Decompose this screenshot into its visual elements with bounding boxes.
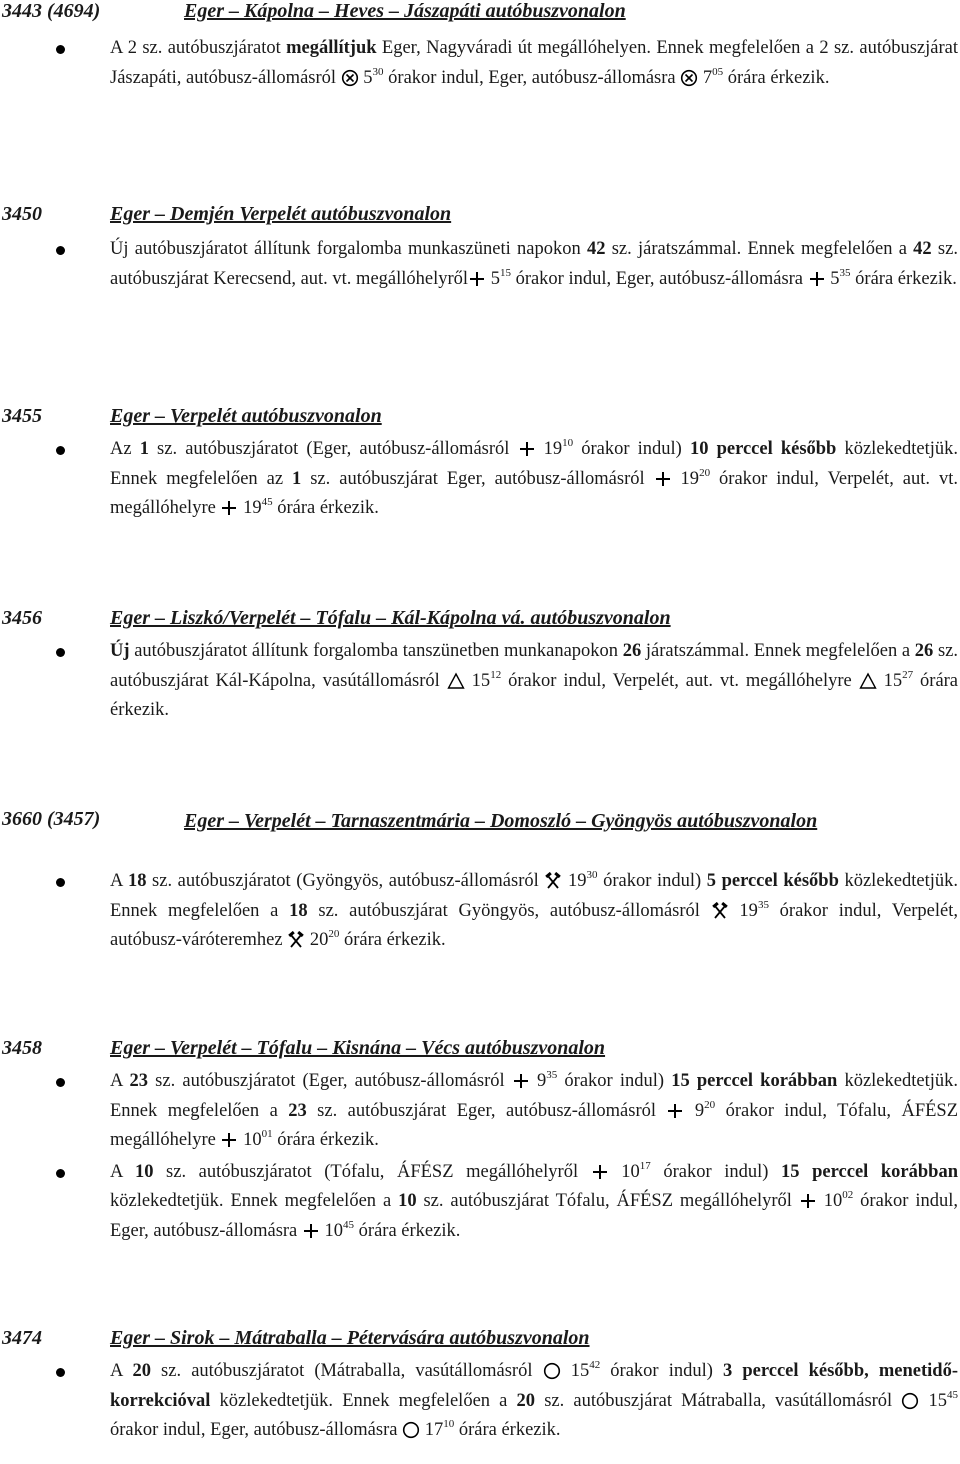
notice-paragraph: Új autóbuszjáratot állítunk forgalomba tanszünetben munkanapokon 26 járatszámmal. Ennek megfelelően a 26 sz. autóbuszjárat Kál-Kápolna, vasútállomásról $15^{12}$ órakor indul, Verpelét, aut. vt. megállóhelyre $15^{27}$ órára érkezik. <box>110 637 958 726</box>
route-title: Eger – Liszkó/Verpelét – Tófalu – Kál-Kápolna vá. autóbuszvonalon <box>110 607 671 629</box>
section-heading <box>0 808 960 864</box>
section-3456 <box>0 607 960 726</box>
section-heading <box>0 0 960 26</box>
route-title: Eger – Verpelét autóbuszvonalon <box>110 405 382 427</box>
crossed-hammers-icon <box>711 902 729 918</box>
circled-x-icon <box>680 69 698 85</box>
section-3443 <box>0 0 960 93</box>
section-heading <box>0 203 960 229</box>
route-number: 3474 <box>2 1327 42 1349</box>
circle-icon <box>543 1362 561 1378</box>
route-title: Eger – Verpelét – Tófalu – Kisnána – Vécs autóbuszvonalon <box>110 1037 606 1059</box>
plus-icon <box>302 1222 320 1238</box>
section-3450 <box>0 203 960 294</box>
circle-icon <box>402 1421 420 1437</box>
notice-paragraph: A 2 sz. autóbuszjáratot megállítjuk Eger, Nagyváradi út megállóhelyen. Ennek megfelelően a 2 sz. autóbuszjárat Jászapáti, autóbusz-állomásról $5^{30}$ órakor indul, Eger, autóbusz-állomásra $7^{05}$ órára érkezik. <box>110 34 958 93</box>
route-number: 3450 <box>2 203 42 225</box>
bullet-icon <box>56 878 65 887</box>
plus-icon <box>799 1192 817 1208</box>
section-heading <box>0 1037 960 1063</box>
bullet-icon <box>56 246 65 255</box>
section-3455 <box>0 405 960 524</box>
route-title: Eger – Sirok – Mátraballa – Pétervására autóbuszvonalon <box>110 1327 590 1349</box>
section-heading <box>0 1327 960 1353</box>
bullet-icon <box>56 446 65 455</box>
notice-paragraph: A 20 sz. autóbuszjáratot (Mátraballa, vasútállomásról $15^{42}$ órakor indul) 3 perccel később, menetidő-korrekcióval közlekedtetjük. Ennek megfelelően a 20 sz. autóbuszjárat Mátraballa, vasútállomásról $15^{45}$ órakor indul, Eger, autóbusz-állomásra $17^{10}$ órára érkezik. <box>110 1357 958 1446</box>
bullet-icon <box>56 1078 65 1087</box>
route-number: 3455 <box>2 405 42 427</box>
plus-icon <box>666 1102 684 1118</box>
route-number: 3456 <box>2 607 42 629</box>
bullet-icon <box>56 45 65 54</box>
plus-icon <box>468 270 486 286</box>
circled-x-icon <box>341 69 359 85</box>
plus-icon <box>220 499 238 515</box>
circle-icon <box>901 1392 919 1408</box>
route-title: Eger – Kápolna – Heves – Jászapáti autóbuszvonalon <box>184 0 626 22</box>
notice-paragraph: A 10 sz. autóbuszjáratot (Tófalu, ÁFÉSZ megállóhelyről $10^{17}$ órakor indul) 15 perccel korábban közlekedtetjük. Ennek megfelelően a 10 sz. autóbuszjárat Tófalu, ÁFÉSZ megállóhelyről $10^{02}$ órakor indul, Eger, autóbusz-állomásra $10^{45}$ órára érkezik. <box>110 1158 958 1247</box>
route-title: Eger – Verpelét – Tarnaszentmária – Domoszló – Gyöngyös autóbuszvonalon <box>184 810 818 832</box>
bullet-icon <box>56 648 65 657</box>
plus-icon <box>512 1072 530 1088</box>
section-heading <box>0 405 960 431</box>
notice-paragraph: Új autóbuszjáratot állítunk forgalomba munkaszüneti napokon 42 sz. járatszámmal. Ennek megfelelően a 42 sz. autóbuszjárat Kerecsend, aut. vt. megállóhelyről $5^{15}$ órakor indul, Eger, autóbusz-állomásra $5^{35}$ órára érkezik. <box>110 235 958 294</box>
crossed-hammers-icon <box>287 931 305 947</box>
notice-paragraph: A 23 sz. autóbuszjáratot (Eger, autóbusz-állomásról $9^{35}$ órakor indul) 15 perccel korábban közlekedtetjük. Ennek megfelelően a 23 sz. autóbuszjárat Eger, autóbusz-állomásról $9^{20}$ órakor indul, Tófalu, ÁFÉSZ megállóhelyre $10^{01}$ órára érkezik. <box>110 1067 958 1156</box>
triangle-icon <box>447 672 465 688</box>
plus-icon <box>518 440 536 456</box>
crossed-hammers-icon <box>544 872 562 888</box>
notice-paragraph: A 18 sz. autóbuszjáratot (Gyöngyös, autóbusz-állomásról $19^{30}$ órakor indul) 5 perccel később közlekedtetjük. Ennek megfelelően a 18 sz. autóbuszjárat Gyöngyös, autóbusz-állomásról $19^{35}$ órakor indul, Verpelét, autóbusz-váróteremhez $20^{20}$ órára érkezik. <box>110 867 958 956</box>
section-heading <box>0 607 960 633</box>
section-3474 <box>0 1327 960 1446</box>
route-number: 3458 <box>2 1037 42 1059</box>
plus-icon <box>591 1163 609 1179</box>
bullet-icon <box>56 1368 65 1377</box>
plus-icon <box>220 1131 238 1147</box>
route-number: 3660 (3457) <box>2 808 101 830</box>
section-3458 <box>0 1037 960 1246</box>
section-3660 <box>0 808 960 956</box>
bullet-icon <box>56 1169 65 1178</box>
plus-icon <box>808 270 826 286</box>
route-title: Eger – Demjén Verpelét autóbuszvonalon <box>110 203 452 225</box>
plus-icon <box>654 470 672 486</box>
route-number: 3443 (4694) <box>2 0 101 22</box>
notice-paragraph: Az 1 sz. autóbuszjáratot (Eger, autóbusz-állomásról $19^{10}$ órakor indul) 10 perccel később közlekedtetjük. Ennek megfelelően az 1 sz. autóbuszjárat Eger, autóbusz-állomásról $19^{20}$ órakor indul, Verpelét, aut. vt. megállóhelyre $19^{45}$ órára érkezik. <box>110 435 958 524</box>
triangle-icon <box>859 672 877 688</box>
